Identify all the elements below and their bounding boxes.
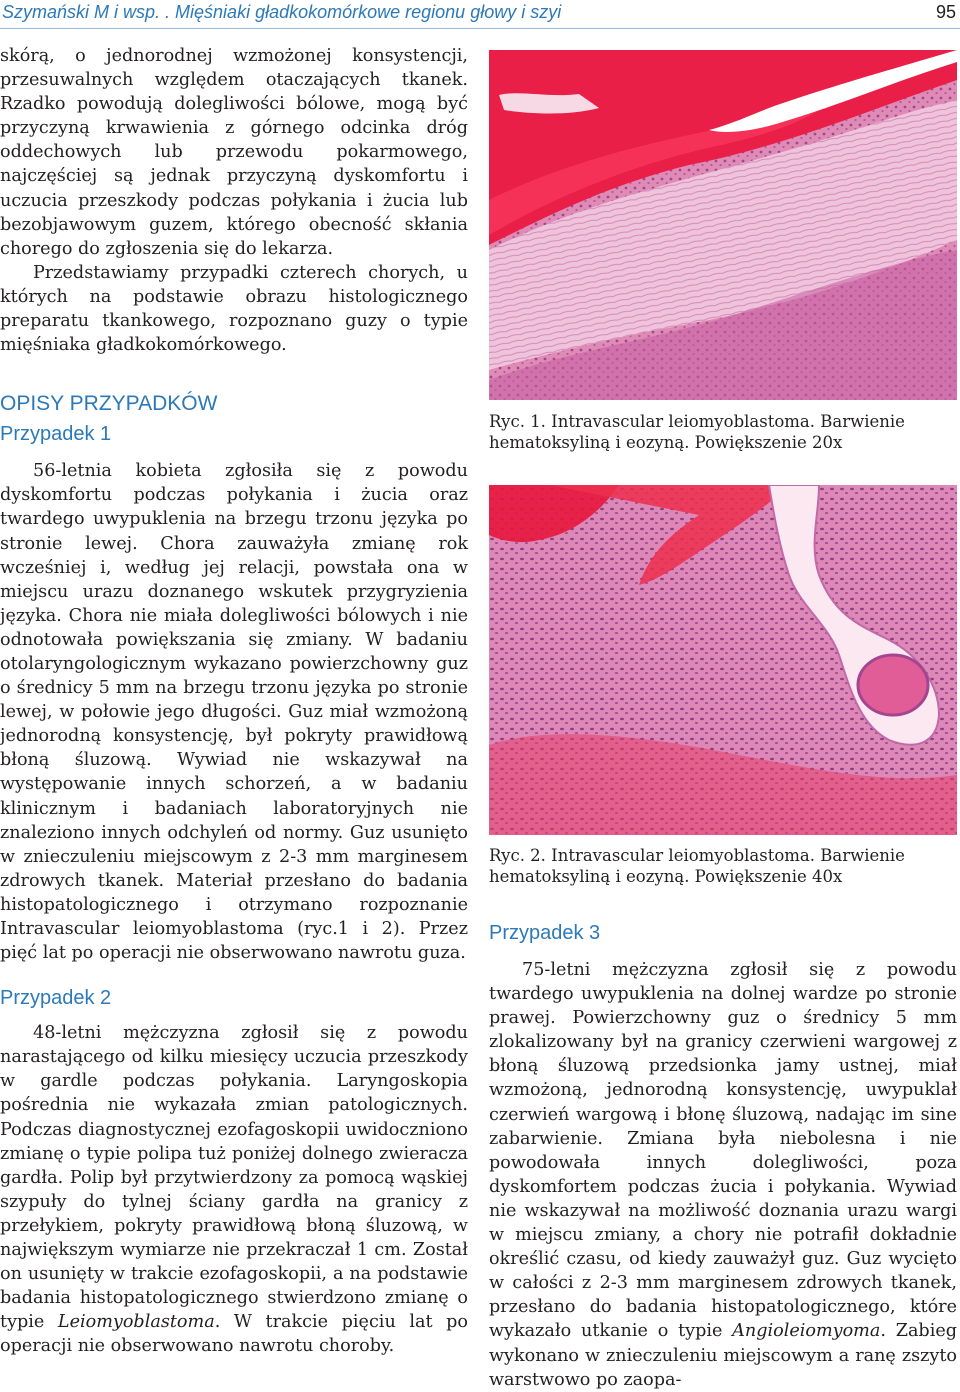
header-rule [0,28,960,29]
figure-1-caption: Ryc. 1. Intravascular leiomyoblastoma. Barwienie hematoksyliną i eozyną. Powiększenie 20x [489,412,905,452]
spacer [489,887,957,920]
case1-heading: Przypadek 1 [0,423,112,446]
intro-paragraph-1: skórą, o jednorodnej wzmożonej konsystencji, przesuwalnych względem otaczających tkanek. Rzadko powodują dolegliwości bólowe, mogą być przyczyną krwawienia z górnego odcinka dróg oddechowych lub przewodu pokarmowego, najczęściej są jednak przyczyną dyskomfortu i uczucia przeszkody podczas połykania i żucia lub bezobjawowym guzem, którego obecność skłania chorego do zgłoszenia się do lekarza. [0,46,468,259]
figure-2-caption: Ryc. 2. Intravascular leiomyoblastoma. Barwienie hematoksyliną i eozyną. Powiększenie 40x [489,846,905,886]
case3-heading: Przypadek 3 [489,922,601,944]
spacer [0,357,468,391]
header-separator: . [165,2,171,22]
spacer [0,1011,468,1021]
left-column [0,44,468,1359]
figure-1-micrograph [489,50,957,400]
figure-1-caption-block [489,411,957,453]
case3-text-main: 75-letni mężczyzna zgłosił się z powodu twardego uwypuklenia na dolnej wardze po stronie prawej. Powierzchowny guz o średnicy 5 mm zlokalizowany był na granicy czerwieni wargowej z błoną śluzową przedsionka jamy ustnej, miał wzmożoną, jednorodną konsystencję, uwypuklał czerwień wargową i błonę śluzową, nadając im sine zabarwienie. Zmiana była niebolesna i nie powodowała innych dolegliwości, poza dyskomfortem podczas żucia i połykania. Wywiad nie wskazywał na możliwość doznania urazu wargi w miejscu zmiany, a chory nie potrafił dokładnie określić czasu, od kiedy zauważył guz. Guz wycięto w całości z 2-3 mm marginesem zdrowych tkanek, przesłano do badania histopatologicznego, które wykazało utkanie o typie [489,960,957,1342]
header-authors: Szymański M i wsp. [2,2,161,22]
case3-text-end: . Zabieg wykonano w znieczuleniu miejscowym a ranę zszyto warstwowo po zaopa- [489,1321,957,1390]
case2-heading: Przypadek 2 [0,987,112,1010]
spacer [0,447,468,459]
figure-2-image [489,485,957,835]
case2-text [0,1021,468,1358]
running-header [0,0,960,28]
spacer [489,946,957,958]
case2-text-italic: Leiomyoblastoma [57,1312,215,1333]
case2-text-main: 48-letni mężczyzna zgłosił się z powodu narastającego od kilku miesięcy uczucia przeszkody w gardle podczas połykania. Laryngoskopia pośrednia nie wykazała zmian patologicznych. Podczas diagnostycznej ezofagoskopii uwidoczniono zmianę o typie polipa tuż poniżej dolnego zwieracza gardła. Polip był przytwierdzony za pomocą wąskiej szypuły do tylnej ściany gardła na granicy z przełykiem, pokryty prawidłową błoną śluzową, w największym wymiarze nie przekraczał 1 cm. Został on usunięty w trakcie ezofagoskopii, a na podstawie badania histopatologicznego stwierdzono zmianę o typie [0,1023,468,1333]
case3-text-italic: Angioleiomyoma [732,1321,881,1342]
figure-1-image [489,50,957,400]
intravascular-tumor [858,655,928,715]
case1-text: 56-letnia kobieta zgłosiła się z powodu dyskomfortu podczas połykania i żucia oraz twardego uwypuklenia na brzegu trzonu języka po stronie lewej. Chora zauważyła zmianę rok wcześniej i, według jej relacji, powstała ona w miejscu urazu doznanego wskutek przygryzienia języka. Chora nie miała dolegliwości bólowych i nie odnotowała powiększania się zmiany. W badaniu otolaryngologicznym wykazano powierzchowny guz o średnicy 5 mm na brzegu trzonu języka po stronie lewej, w połowie jego długości. Guz miał wzmożoną jednorodną konsystencję, był pokryty prawidłową błoną śluzową. Wywiad nie wskazywał na występowanie innych schorzeń, a w badaniu klinicznym i badaniach laboratoryjnych nie znaleziono innych odchyleń od normy. Guz usunięto w znieczuleniu miejscowym z 2-3 mm marginesem zdrowych tkanek. Materiał przesłano do badania histopatologicznego i otrzymano rozpoznanie Intravascular leiomyoblastoma (ryc.1 i 2). Przez pięć lat po operacji nie obserwowano nawrotu guza. [0,461,468,964]
case2-text-end: . W trakcie pięciu lat po operacji nie obserwowano nawrotu choroby. [0,1312,468,1357]
case3-text [489,958,957,1392]
header-title: Mięśniaki gładkokomórkowe regionu głowy i szyi [175,2,562,22]
running-header-left [2,2,561,23]
spacer [0,965,468,985]
figure-2-micrograph [489,485,957,835]
right-column [489,845,957,1392]
section-title: OPISY PRZYPADKÓW [0,392,218,416]
intro-paragraph-2: Przedstawiamy przypadki czterech chorych, u których na podstawie obrazu histologicznego preparatu tkankowego, rozpoznano guzy o typie mięśniaka gładkokomórkowego. [0,262,468,356]
page-number: 95 [935,2,956,22]
